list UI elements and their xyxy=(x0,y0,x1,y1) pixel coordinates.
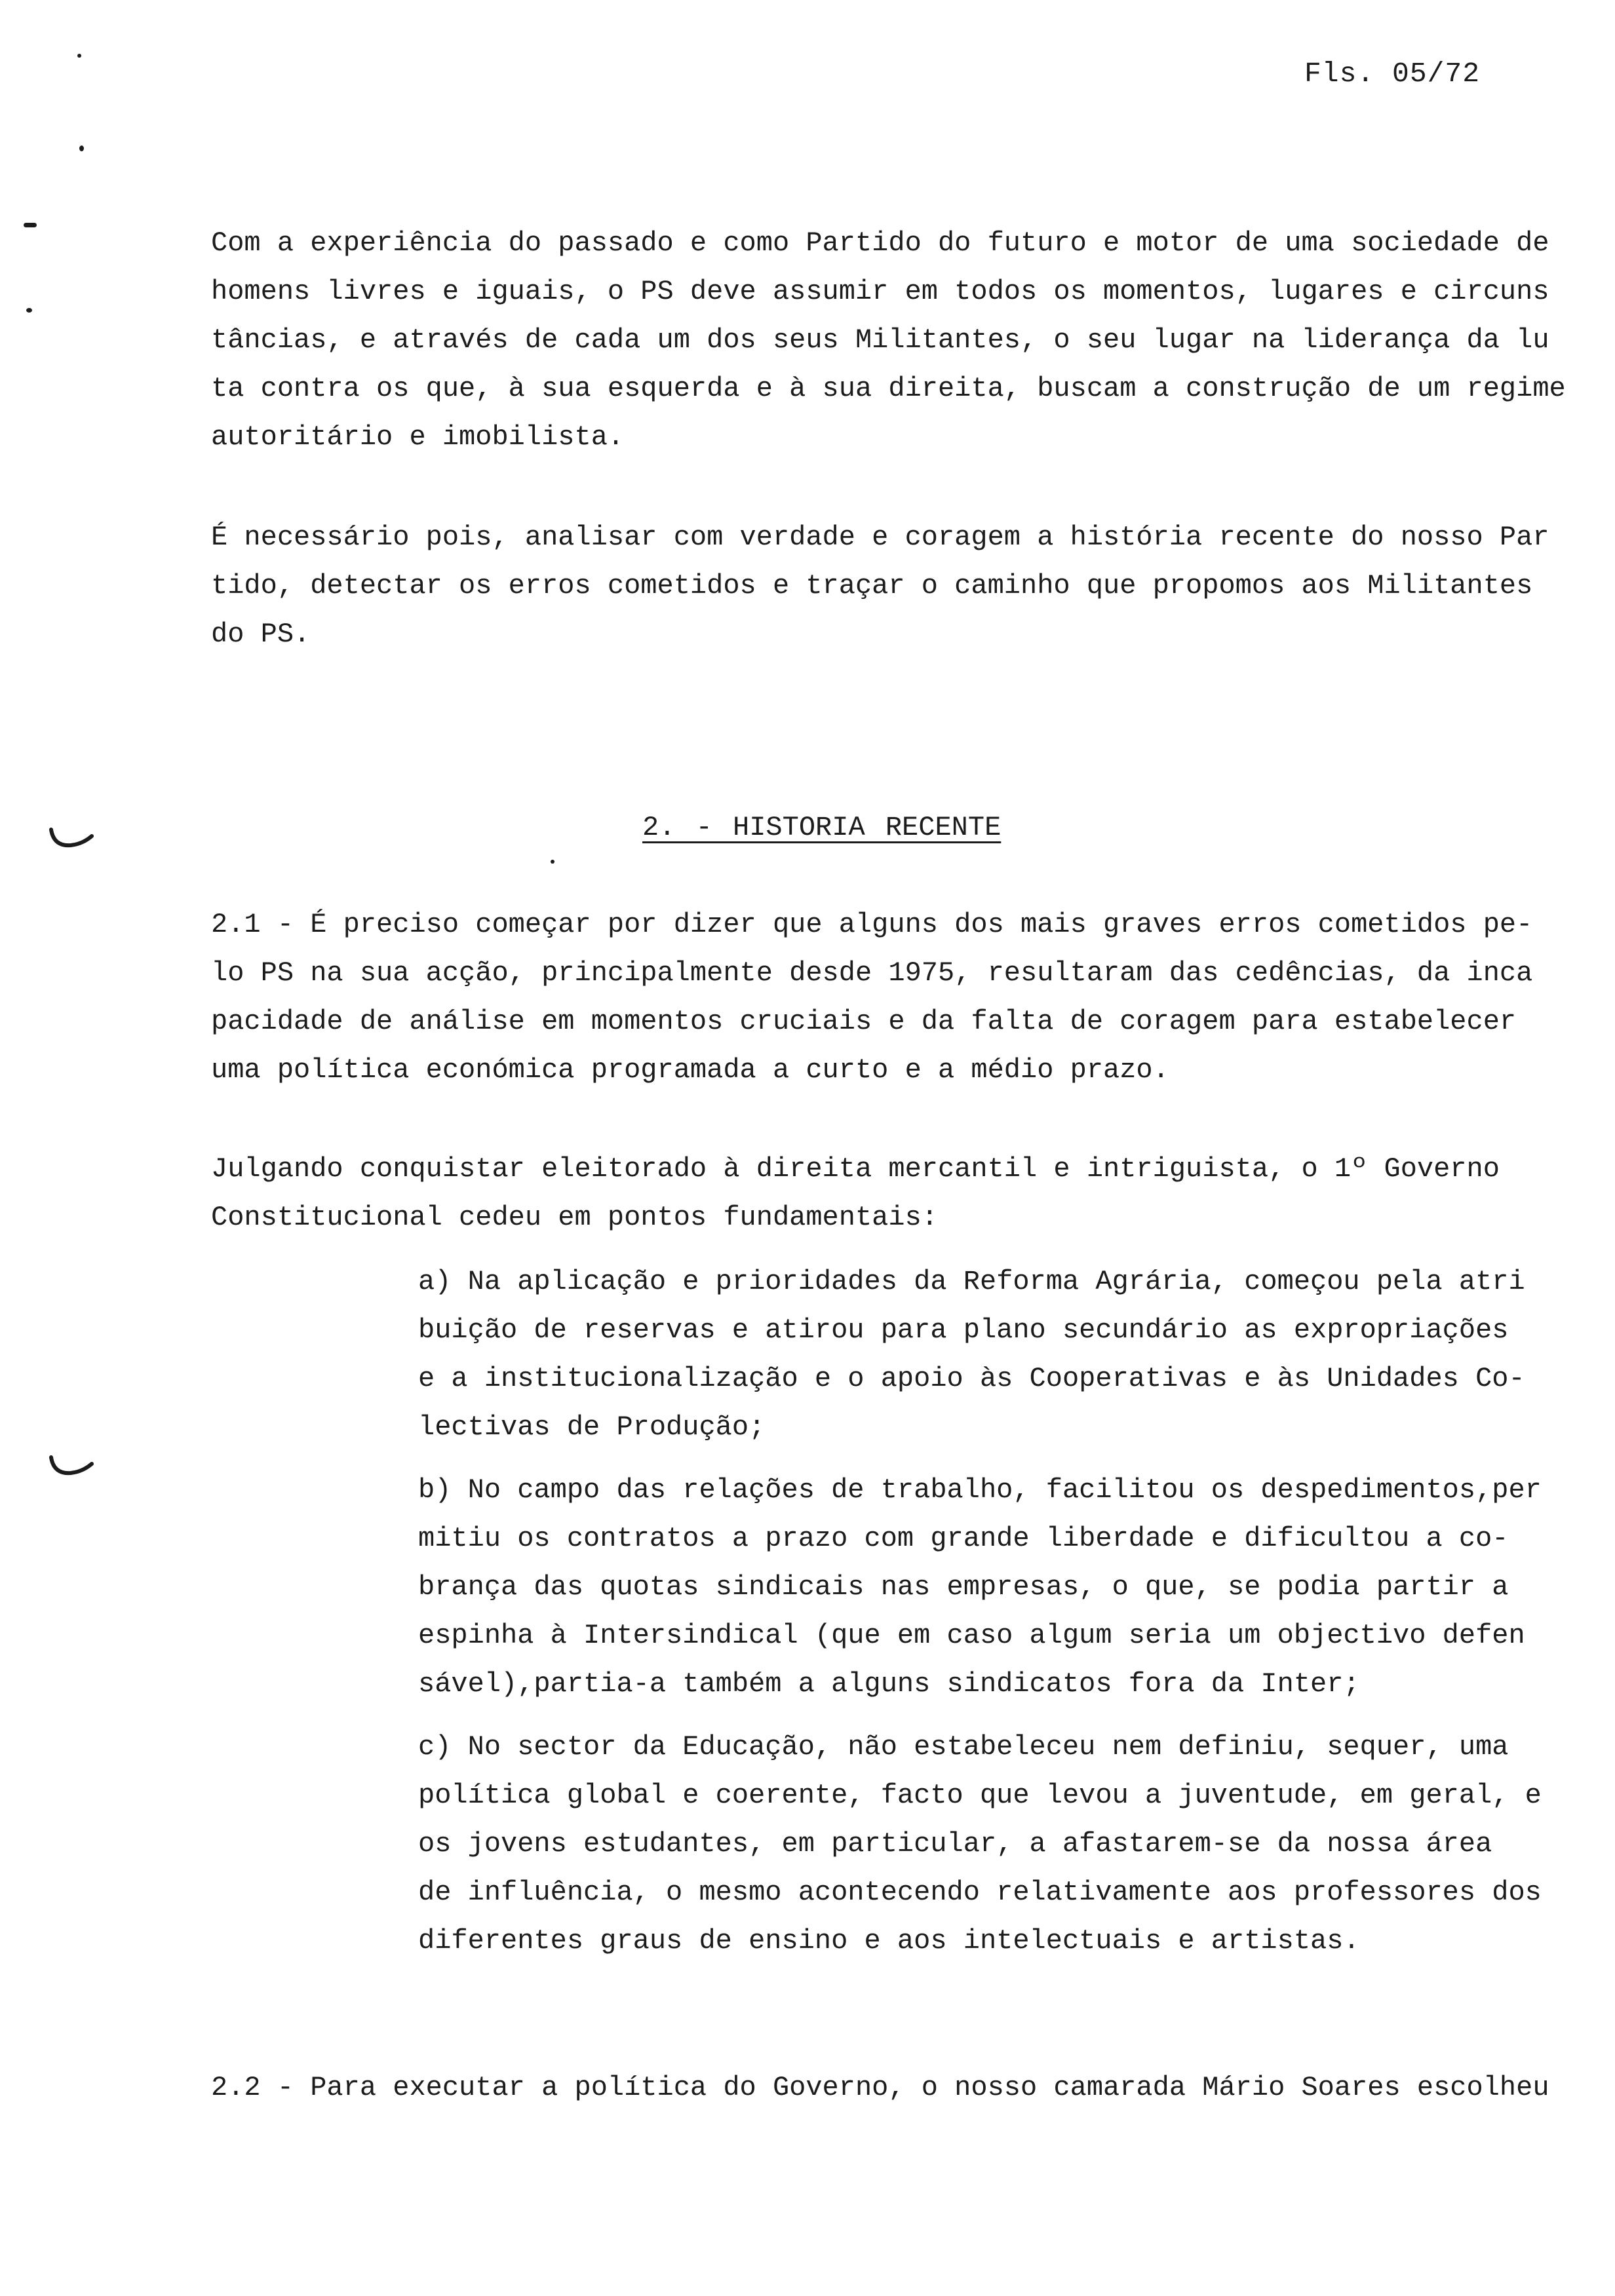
text-line: ta contra os que, à sua esquerda e à sua direita, buscam a construção de um regime xyxy=(211,373,1566,404)
text-line: do PS. xyxy=(211,619,311,650)
list-item-a xyxy=(418,1257,1525,1451)
text-line: tido, detectar os erros cometidos e traçar o caminho que propomos aos Militantes xyxy=(211,570,1533,602)
text-line: Constitucional cedeu em pontos fundamentais: xyxy=(211,1202,938,1233)
scan-mark xyxy=(24,223,37,227)
text-line: de influência, o mesmo acontecendo relativamente aos professores dos xyxy=(418,1877,1542,1908)
scan-speck xyxy=(26,308,32,313)
text-line: buição de reservas e atirou para plano secundário as expropriações xyxy=(418,1314,1509,1346)
text-line: política global e coerente, facto que levou a juventude, em geral, e xyxy=(418,1780,1542,1811)
text-line: Julgando conquistar eleitorado à direita mercantil e intriguista, o 1º Governo xyxy=(211,1153,1500,1185)
text-line: lo PS na sua acção, principalmente desde 1975, resultaram das cedências, da inca xyxy=(211,957,1533,989)
text-line: lectivas de Produção; xyxy=(418,1411,766,1443)
text-line: pacidade de análise em momentos cruciais e da falta de coragem para estabelecer xyxy=(211,1006,1517,1037)
text-line: b) No campo das relações de trabalho, facilitou os despedimentos,per xyxy=(418,1474,1542,1506)
text-line: uma política económica programada a curto e a médio prazo. xyxy=(211,1054,1169,1086)
list-item-b xyxy=(418,1466,1542,1708)
scan-speck xyxy=(77,54,81,58)
paragraph-2-2 xyxy=(211,2063,1549,2112)
text-line: a) Na aplicação e prioridades da Reforma Agrária, começou pela atri xyxy=(418,1266,1525,1297)
text-line: e a institucionalização e o apoio às Cooperativas e às Unidades Co- xyxy=(418,1363,1525,1394)
paragraph-2-1 xyxy=(211,900,1532,1094)
text-line: É necessário pois, analisar com verdade e coragem a história recente do nosso Par xyxy=(211,522,1549,553)
scan-speck xyxy=(79,145,84,151)
binder-hole-mark xyxy=(49,826,94,852)
text-line: Com a experiência do passado e como Partido do futuro e motor de uma sociedade de xyxy=(211,227,1549,259)
text-line: c) No sector da Educação, não estabeleceu nem definiu, sequer, uma xyxy=(418,1731,1509,1763)
paragraph-necessario xyxy=(211,513,1549,659)
text-line: mitiu os contratos a prazo com grande liberdade e dificultou a co- xyxy=(418,1523,1509,1554)
page-folio: Fls. 05/72 xyxy=(1304,58,1481,90)
text-line: homens livres e iguais, o PS deve assumir em todos os momentos, lugares e circuns xyxy=(211,276,1549,307)
text-line: brança das quotas sindicais nas empresas, o que, se podia partir a xyxy=(418,1571,1509,1603)
text-line: 2.2 - Para executar a política do Governo, o nosso camarada Mário Soares escolheu xyxy=(211,2072,1549,2103)
text-line: tâncias, e através de cada um dos seus Militantes, o seu lugar na liderança da lu xyxy=(211,324,1549,356)
text-line: espinha à Intersindical (que em caso algum seria um objectivo defen xyxy=(418,1620,1525,1651)
text-line: os jovens estudantes, em particular, a afastarem-se da nossa área xyxy=(418,1828,1492,1860)
section-heading: 2. - HISTORIA RECENTE xyxy=(642,812,1002,843)
text-line: 2.1 - É preciso começar por dizer que alguns dos mais graves erros cometidos pe- xyxy=(211,909,1533,940)
paragraph-intro xyxy=(211,219,1566,461)
scan-speck xyxy=(551,860,555,864)
text-line: sável),partia-a também a alguns sindicatos fora da Inter; xyxy=(418,1668,1360,1700)
list-item-c xyxy=(418,1723,1542,1965)
binder-hole-mark xyxy=(49,1453,94,1480)
paragraph-julgando xyxy=(211,1145,1500,1242)
text-line: autoritário e imobilista. xyxy=(211,421,625,453)
text-line: diferentes graus de ensino e aos intelectuais e artistas. xyxy=(418,1925,1360,1957)
